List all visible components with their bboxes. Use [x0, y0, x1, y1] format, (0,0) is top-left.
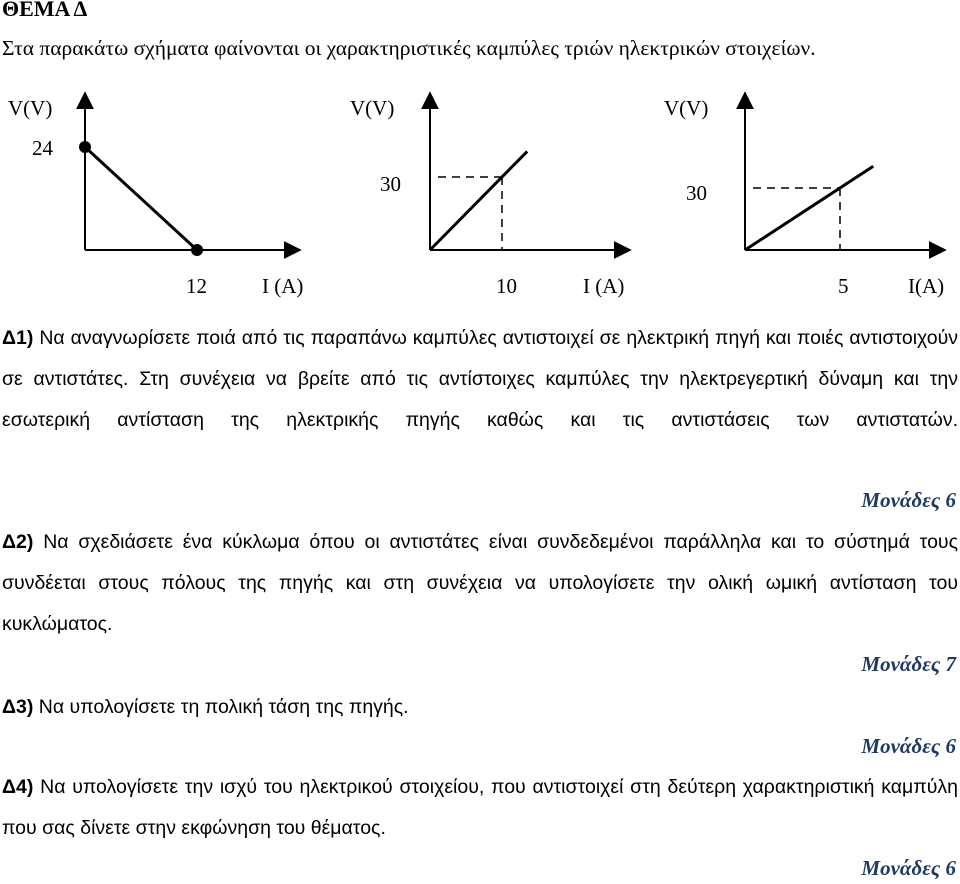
question-d4: [2, 767, 958, 849]
graph-1-point-end: [191, 244, 203, 256]
graph-1-y-label: V(V): [8, 96, 53, 120]
question-d3-label: Δ3): [2, 696, 34, 718]
question-d3: [2, 696, 409, 719]
graph-1-x-label: I (A): [262, 274, 304, 298]
question-d2-text: Να σχεδιάσετε ένα κύκλωμα όπου οι αντιστάτες είναι συνδεδεμένοι παράλληλα και το σύστημά τους συνδέεται στους πόλους της πηγής και στη συνέχεια να υπολογίσετε την ολική ωμική αντίσταση του κυκλώματος.: [2, 531, 958, 635]
graph-2-x-label: I (A): [583, 274, 625, 298]
question-d2: [2, 522, 958, 645]
graph-3-y-tick: 30: [686, 181, 707, 205]
graph-2-x-tick: 10: [496, 274, 517, 298]
units-d1: Μονάδες 6: [861, 488, 956, 512]
graph-2-line: [430, 151, 527, 250]
question-d4-text: Να υπολογίσετε την ισχύ του ηλεκτρικού στοιχείου, που αντιστοιχεί στη δεύτερη χαρακτηριστική καμπύλη που σας δίνετε στην εκφώνηση του θέματος.: [2, 776, 958, 839]
graph-3-y-label: V(V): [664, 96, 709, 120]
characteristic-curves: [0, 85, 960, 300]
question-d3-text: Να υπολογίσετε τη πολική τάση της πηγής.: [38, 696, 409, 718]
graph-3-line: [745, 166, 873, 250]
units-d4: Μονάδες 6: [861, 856, 956, 880]
graph-1-x-tick: 12: [186, 274, 207, 298]
graph-2: [350, 93, 630, 298]
units-d2: Μονάδες 7: [861, 652, 956, 676]
graph-1-y-tick: 24: [32, 136, 53, 160]
question-d1: [2, 318, 958, 441]
intro-text: Στα παρακάτω σχήματα φαίνονται οι χαρακτηριστικές καμπύλες τριών ηλεκτρικών στοιχείων.: [2, 36, 816, 60]
graph-3-x-label: I(A): [908, 274, 945, 298]
graph-1: [8, 93, 303, 298]
question-d2-label: Δ2): [2, 531, 34, 553]
question-d4-label: Δ4): [2, 776, 34, 798]
page-title: ΘΕΜΑ Δ: [2, 0, 88, 21]
question-d1-text: Να αναγνωρίσετε ποιά από τις παραπάνω καμπύλες αντιστοιχεί σε ηλεκτρική πηγή και ποιές αντιστοιχούν σε αντιστάτες. Στη συνέχεια να βρείτε από τις αντίστοιχες καμπύλες την ηλεκτρεγερτική δύναμη και την εσωτερική αντίσταση της ηλεκτρικής πηγής καθώς και τις αντιστάσεις των αντιστατών.: [2, 327, 958, 431]
question-d1-label: Δ1): [2, 327, 34, 349]
graph-1-point-start: [79, 141, 91, 153]
graph-3-x-tick: 5: [838, 274, 849, 298]
graph-2-y-label: V(V): [350, 96, 395, 120]
graph-3: [664, 93, 945, 298]
units-d3: Μονάδες 6: [861, 734, 956, 758]
graph-2-y-tick: 30: [380, 172, 401, 196]
graph-1-line: [85, 147, 197, 250]
